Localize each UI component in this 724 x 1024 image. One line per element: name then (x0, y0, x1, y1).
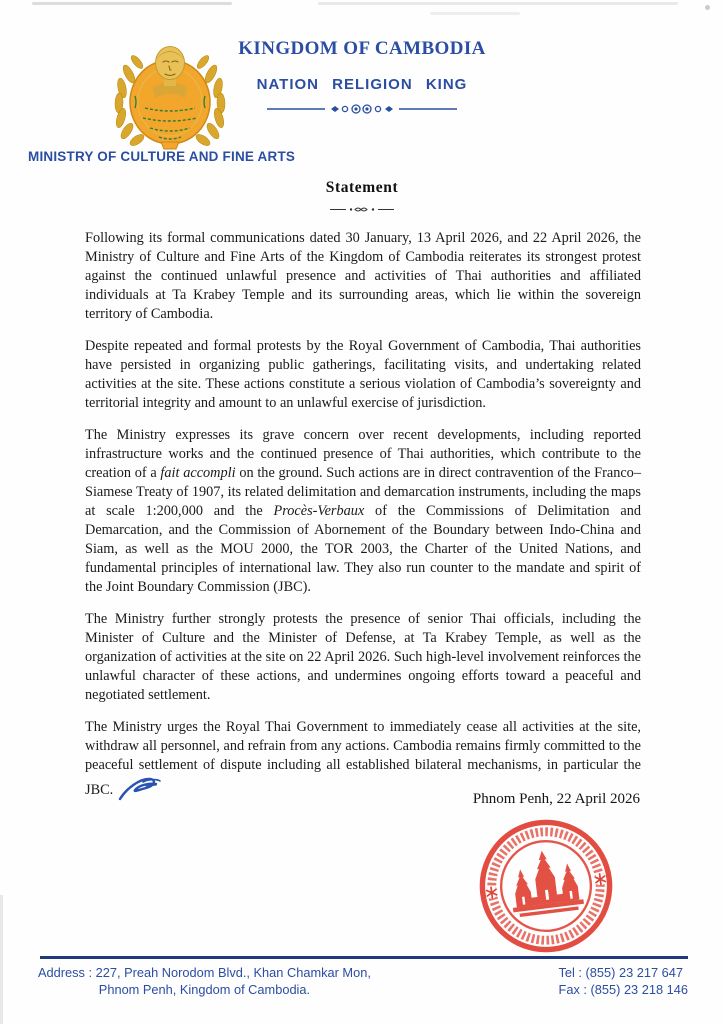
statement-title: Statement (325, 179, 399, 196)
scan-artifact (705, 5, 710, 10)
paragraph-1 (85, 229, 641, 324)
signature-initial-icon (116, 775, 162, 809)
national-motto: NATION RELIGION KING (256, 76, 468, 93)
footer-address (38, 964, 371, 998)
paragraph-text: on the ground. Such actions are in direct contravention of the Franco–Siamese Treaty of 1907, its related delimitation and demarcation instruments, including the maps at scale 1:200,000 and the (85, 465, 641, 519)
paragraph-4 (85, 610, 641, 705)
paragraph-text: Following its formal communications dated 30 January, 13 April 2026, and 22 April 2026, the Ministry of Culture and Fine Arts of the Kingdom of Cambodia reiterates its strongest protest against the continued unlawful presence and activities of Thai authorities and affiliated individuals at Ta Krabey Temple and its surrounding areas, which lie within the sovereign territory of Cambodia. (85, 230, 641, 322)
paragraph-3 (85, 426, 641, 597)
dateline: Phnom Penh, 22 April 2026 (472, 791, 640, 807)
ministry-name: MINISTRY OF CULTURE AND FINE ARTS (28, 149, 296, 164)
address-line-1: Address : 227, Preah Norodom Blvd., Khan Chamkar Mon, (38, 965, 371, 980)
scan-artifact (0, 895, 3, 1024)
paragraph-2 (85, 337, 641, 413)
footer-contact (559, 964, 688, 998)
paragraph-text: The Ministry urges the Royal Thai Government to immediately cease all activities at the site, withdraw all personnel, and refrain from any actions. Cambodia remains firmly committed to the peaceful settlement of dispute including all established bilateral mechanisms, in particular the JBC. (85, 719, 641, 798)
italic-phrase-fait-accompli: fait accompli (160, 465, 236, 481)
statement-body (85, 229, 641, 822)
footer-divider-line (40, 956, 688, 959)
scan-artifact (430, 12, 520, 15)
paragraph-text: The Ministry further strongly protests the presence of senior Thai officials, including the Minister of Culture and the Minister of Defense, at Ta Krabey Temple, as well as the organization of activities at the site on 22 April 2026. Such high-level involvement reinforces the unlawful character of these actions, and undermines ongoing efforts toward a peaceful and negotiated settlement. (85, 611, 641, 703)
paragraph-text: of the Commissions of Delimitation and Demarcation, and the Commission of Abornement of the Boundary between Indo-China and Siam, as well as the MOU 2000, the TOR 2003, the Charter of the United Nations, and fundamental principles of international law. They also run counter to the mandate and spirit of the Joint Boundary Commission (JBC). (85, 503, 641, 595)
scan-artifact (318, 2, 678, 5)
paragraph-text: Despite repeated and formal protests by the Royal Government of Cambodia, Thai authorities have persisted in organizing public gatherings, facilitating visits, and undertaking related activities at the site. These actions constitute a serious violation of Cambodia’s sovereignty and territorial integrity and amount to an unlawful exercise of jurisdiction. (85, 338, 641, 411)
motto-divider-ornament (0, 102, 724, 121)
paragraph-text: The Ministry expresses its grave concern over recent developments, including reported infrastructure works and the continued presence of Thai authorities, which contribute to the creation of a (85, 427, 641, 481)
fax-number: Fax : (855) 23 218 146 (558, 982, 688, 997)
scan-artifact (32, 2, 232, 5)
address-line-2: Phnom Penh, Kingdom of Cambodia. (98, 982, 311, 997)
telephone-number: Tel : (855) 23 217 647 (558, 965, 684, 980)
italic-phrase-proces-verbaux: Procès-Verbaux (273, 503, 365, 519)
statement-divider-ornament (0, 201, 724, 219)
kingdom-title: KINGDOM OF CAMBODIA (238, 38, 486, 59)
ministry-red-seal-icon (477, 817, 615, 955)
